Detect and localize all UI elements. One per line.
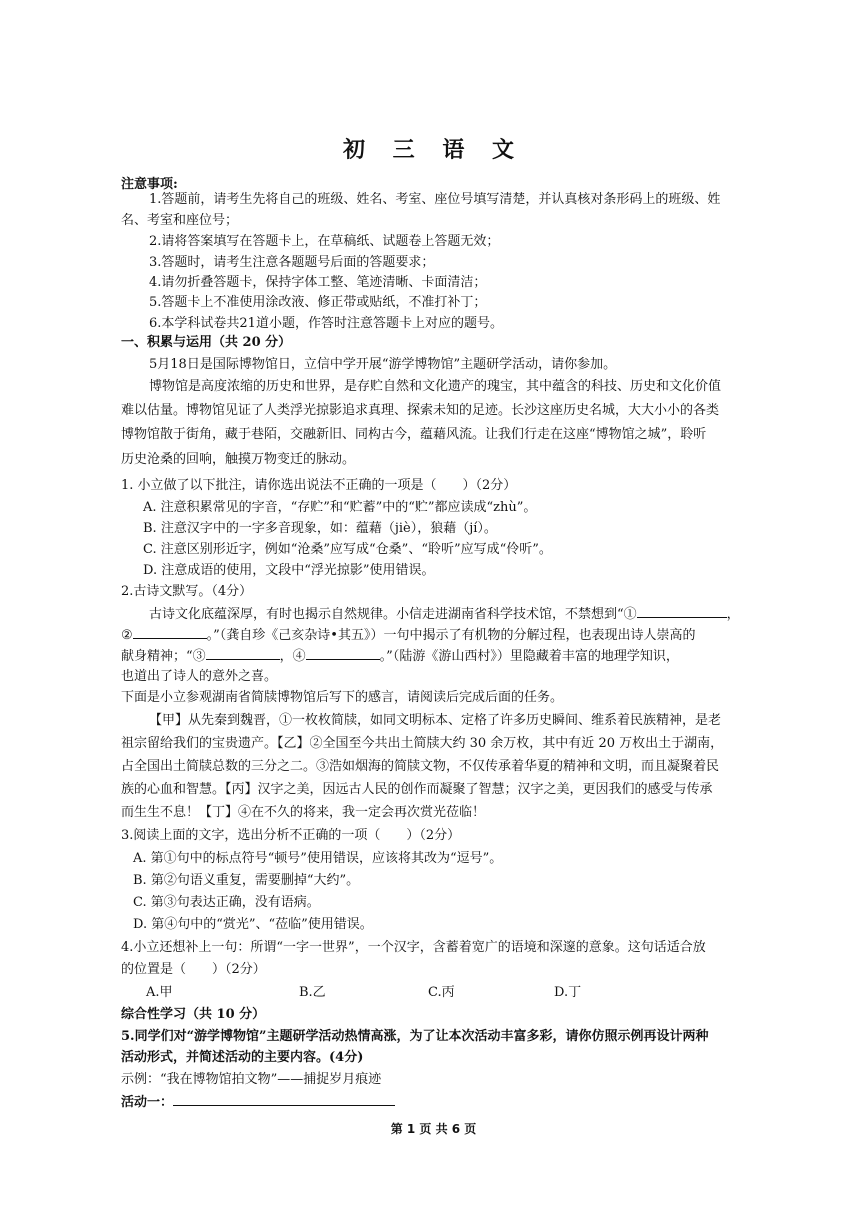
reading-line: 祖宗留给我们的宝贵遗产。【乙】②全国至今共出土简牍大约 30 余万枚，其中有近 20 万枚出土于湖南， bbox=[121, 736, 724, 751]
passage-line: 博物馆是高度浓缩的历史和世界，是存贮自然和文化遗产的瑰宝，其中蕴含的科技、历史和文化价值 bbox=[149, 379, 722, 394]
question-stem: 2.古诗文默写。（4分） bbox=[121, 584, 253, 599]
answer-blank[interactable] bbox=[173, 1092, 395, 1106]
notice-item: 名、考室和座位号； bbox=[121, 213, 239, 228]
q2-text: 古诗文化底蕴深厚，有时也揭示自然规律。小信走进湖南省科学技术馆，不禁想到“① bbox=[149, 607, 637, 622]
notice-item: 1.答题前，请考生先将自己的班级、姓名、考室、座位号填写清楚，并认真核对条形码上的班级、姓 bbox=[149, 192, 721, 207]
notice-item: 4.请勿折叠答题卡，保持字体工整、笔迹清晰、卡面清洁； bbox=[149, 275, 487, 290]
reading-line: 族的心血和智慧。【丙】汉字之美，因远古人民的创作而凝聚了智慧；汉字之美，更因我们的感受与传承 bbox=[121, 782, 713, 797]
notice-item: 3.答题时，请考生注意各题题号后面的答题要求； bbox=[149, 255, 435, 270]
notice-heading: 注意事项: bbox=[121, 177, 178, 192]
option: B. 第②句语义重复，需要删掉“大约”。 bbox=[133, 873, 360, 888]
answer-blank[interactable] bbox=[306, 646, 380, 660]
option: D. 第④句中的“赏光”、“莅临”使用错误。 bbox=[133, 917, 373, 932]
q2-text: 献身精神；“③ bbox=[121, 649, 206, 664]
page-footer: 第 1 页 共 6 页 bbox=[390, 1122, 477, 1136]
option: C. 注意区别形近字，例如“沧桑”应写成“仓桑”、“聆听”应写成“伶听”。 bbox=[143, 542, 552, 557]
notice-item: 6.本学科试卷共21道小题，作答时注意答题卡上对应的题号。 bbox=[149, 316, 503, 331]
reading-line: 占全国出土简牍总数的三分之二。③浩如烟海的简牍文物，不仅传承着华夏的精神和文明，而且凝聚着民 bbox=[121, 759, 720, 774]
activity-label: 活动一： bbox=[121, 1095, 174, 1110]
option: A. 注意积累常见的字音，“存贮”和“贮蓄”中的“贮”都应读成“zhù”。 bbox=[143, 500, 537, 515]
passage-line: 博物馆散于街角，藏于巷陌，交融新旧、同构古今，蕴藉风流。让我们行走在这座“博物馆之城”，聆听 bbox=[121, 427, 707, 442]
option: C. 第③句表达正确，没有语病。 bbox=[133, 895, 320, 910]
option: B.乙 bbox=[299, 985, 326, 1000]
answer-blank[interactable] bbox=[206, 646, 280, 660]
answer-blank[interactable] bbox=[637, 604, 727, 618]
q2-text: 。”（陆游《游山西村》）里隐藏着丰富的地理学知识， bbox=[379, 649, 679, 664]
q2-line bbox=[149, 604, 740, 625]
question-stem: 5.同学们对“游学博物馆”主题研学活动热情高涨，为了让本次活动丰富多彩，请你仿照示例再设计两种 bbox=[121, 1029, 709, 1044]
answer-blank[interactable] bbox=[133, 625, 207, 639]
activity-line bbox=[121, 1092, 395, 1113]
section-intro: 5月18日是国际博物馆日，立信中学开展“游学博物馆”主题研学活动，请你参加。 bbox=[149, 357, 617, 372]
q2-text: ，④ bbox=[279, 649, 306, 664]
notice-item: 5.答题卡上不准使用涂改液、修正带或贴纸，不准打补丁； bbox=[149, 295, 487, 310]
q2-line bbox=[121, 646, 679, 667]
option: D. 注意成语的使用，文段中“浮光掠影”使用错误。 bbox=[143, 563, 435, 578]
question-stem: 3.阅读上面的文字，选出分析不正确的一项（ ）（2分） bbox=[121, 828, 461, 843]
section-heading: 综合性学习（共 10 分） bbox=[121, 1007, 266, 1022]
passage-line: 历史沧桑的回响，触摸万物变迁的脉动。 bbox=[121, 452, 356, 467]
reading-line: 【甲】从先秦到魏晋，①一枚枚简牍，如同文明标本、定格了许多历史瞬间、维系着民族精神，是老 bbox=[149, 713, 722, 728]
reading-intro: 下面是小立参观湖南省简牍博物馆后写下的感言，请阅读后完成后面的任务。 bbox=[121, 690, 564, 705]
option: A. 第①句中的标点符号“顿号”使用错误，应该将其改为“逗号”。 bbox=[133, 851, 503, 866]
reading-line: 而生生不息！【丁】④在不久的将来，我一定会再次赏光莅临！ bbox=[121, 805, 486, 820]
q2-line: 也道出了诗人的意外之喜。 bbox=[121, 669, 278, 684]
question-stem: 活动形式，并简述活动的主要内容。(4分) bbox=[121, 1050, 364, 1065]
question-stem: 1. 小立做了以下批注，请你选出说法不正确的一项是（ ）（2分） bbox=[121, 478, 517, 493]
page-title: 初 三 语 文 bbox=[343, 137, 524, 163]
section-heading: 一、积累与运用（共 20 分） bbox=[121, 335, 292, 350]
q2-text: 。”（龚自珍《己亥杂诗•其五》）一句中揭示了有机物的分解过程，也表现出诗人崇高的 bbox=[206, 628, 696, 643]
question-stem: 4.小立还想补上一句：所谓“一字一世界”，一个汉字，含蓄着宽广的语境和深邃的意象。这句话适合放 bbox=[121, 940, 706, 955]
passage-line: 难以估量。博物馆见证了人类浮光掠影追求真理、探索未知的足迹。长沙这座历史名城，大大小小的各类 bbox=[121, 403, 720, 418]
q2-text: ， bbox=[726, 607, 740, 622]
q2-text: ② bbox=[121, 628, 133, 643]
option: C.丙 bbox=[428, 985, 455, 1000]
option: D.丁 bbox=[554, 985, 582, 1000]
example-line: 示例：“我在博物馆拍文物”——捕捉岁月痕迹 bbox=[121, 1072, 382, 1087]
notice-item: 2.请将答案填写在答题卡上，在草稿纸、试题卷上答题无效； bbox=[149, 234, 500, 249]
option: B. 注意汉字中的一字多音现象，如：蕴藉（jiè），狼藉（jí）。 bbox=[143, 521, 497, 536]
q2-line bbox=[121, 625, 695, 646]
question-stem: 的位置是（ ）（2分） bbox=[121, 962, 266, 977]
option: A.甲 bbox=[146, 985, 173, 1000]
